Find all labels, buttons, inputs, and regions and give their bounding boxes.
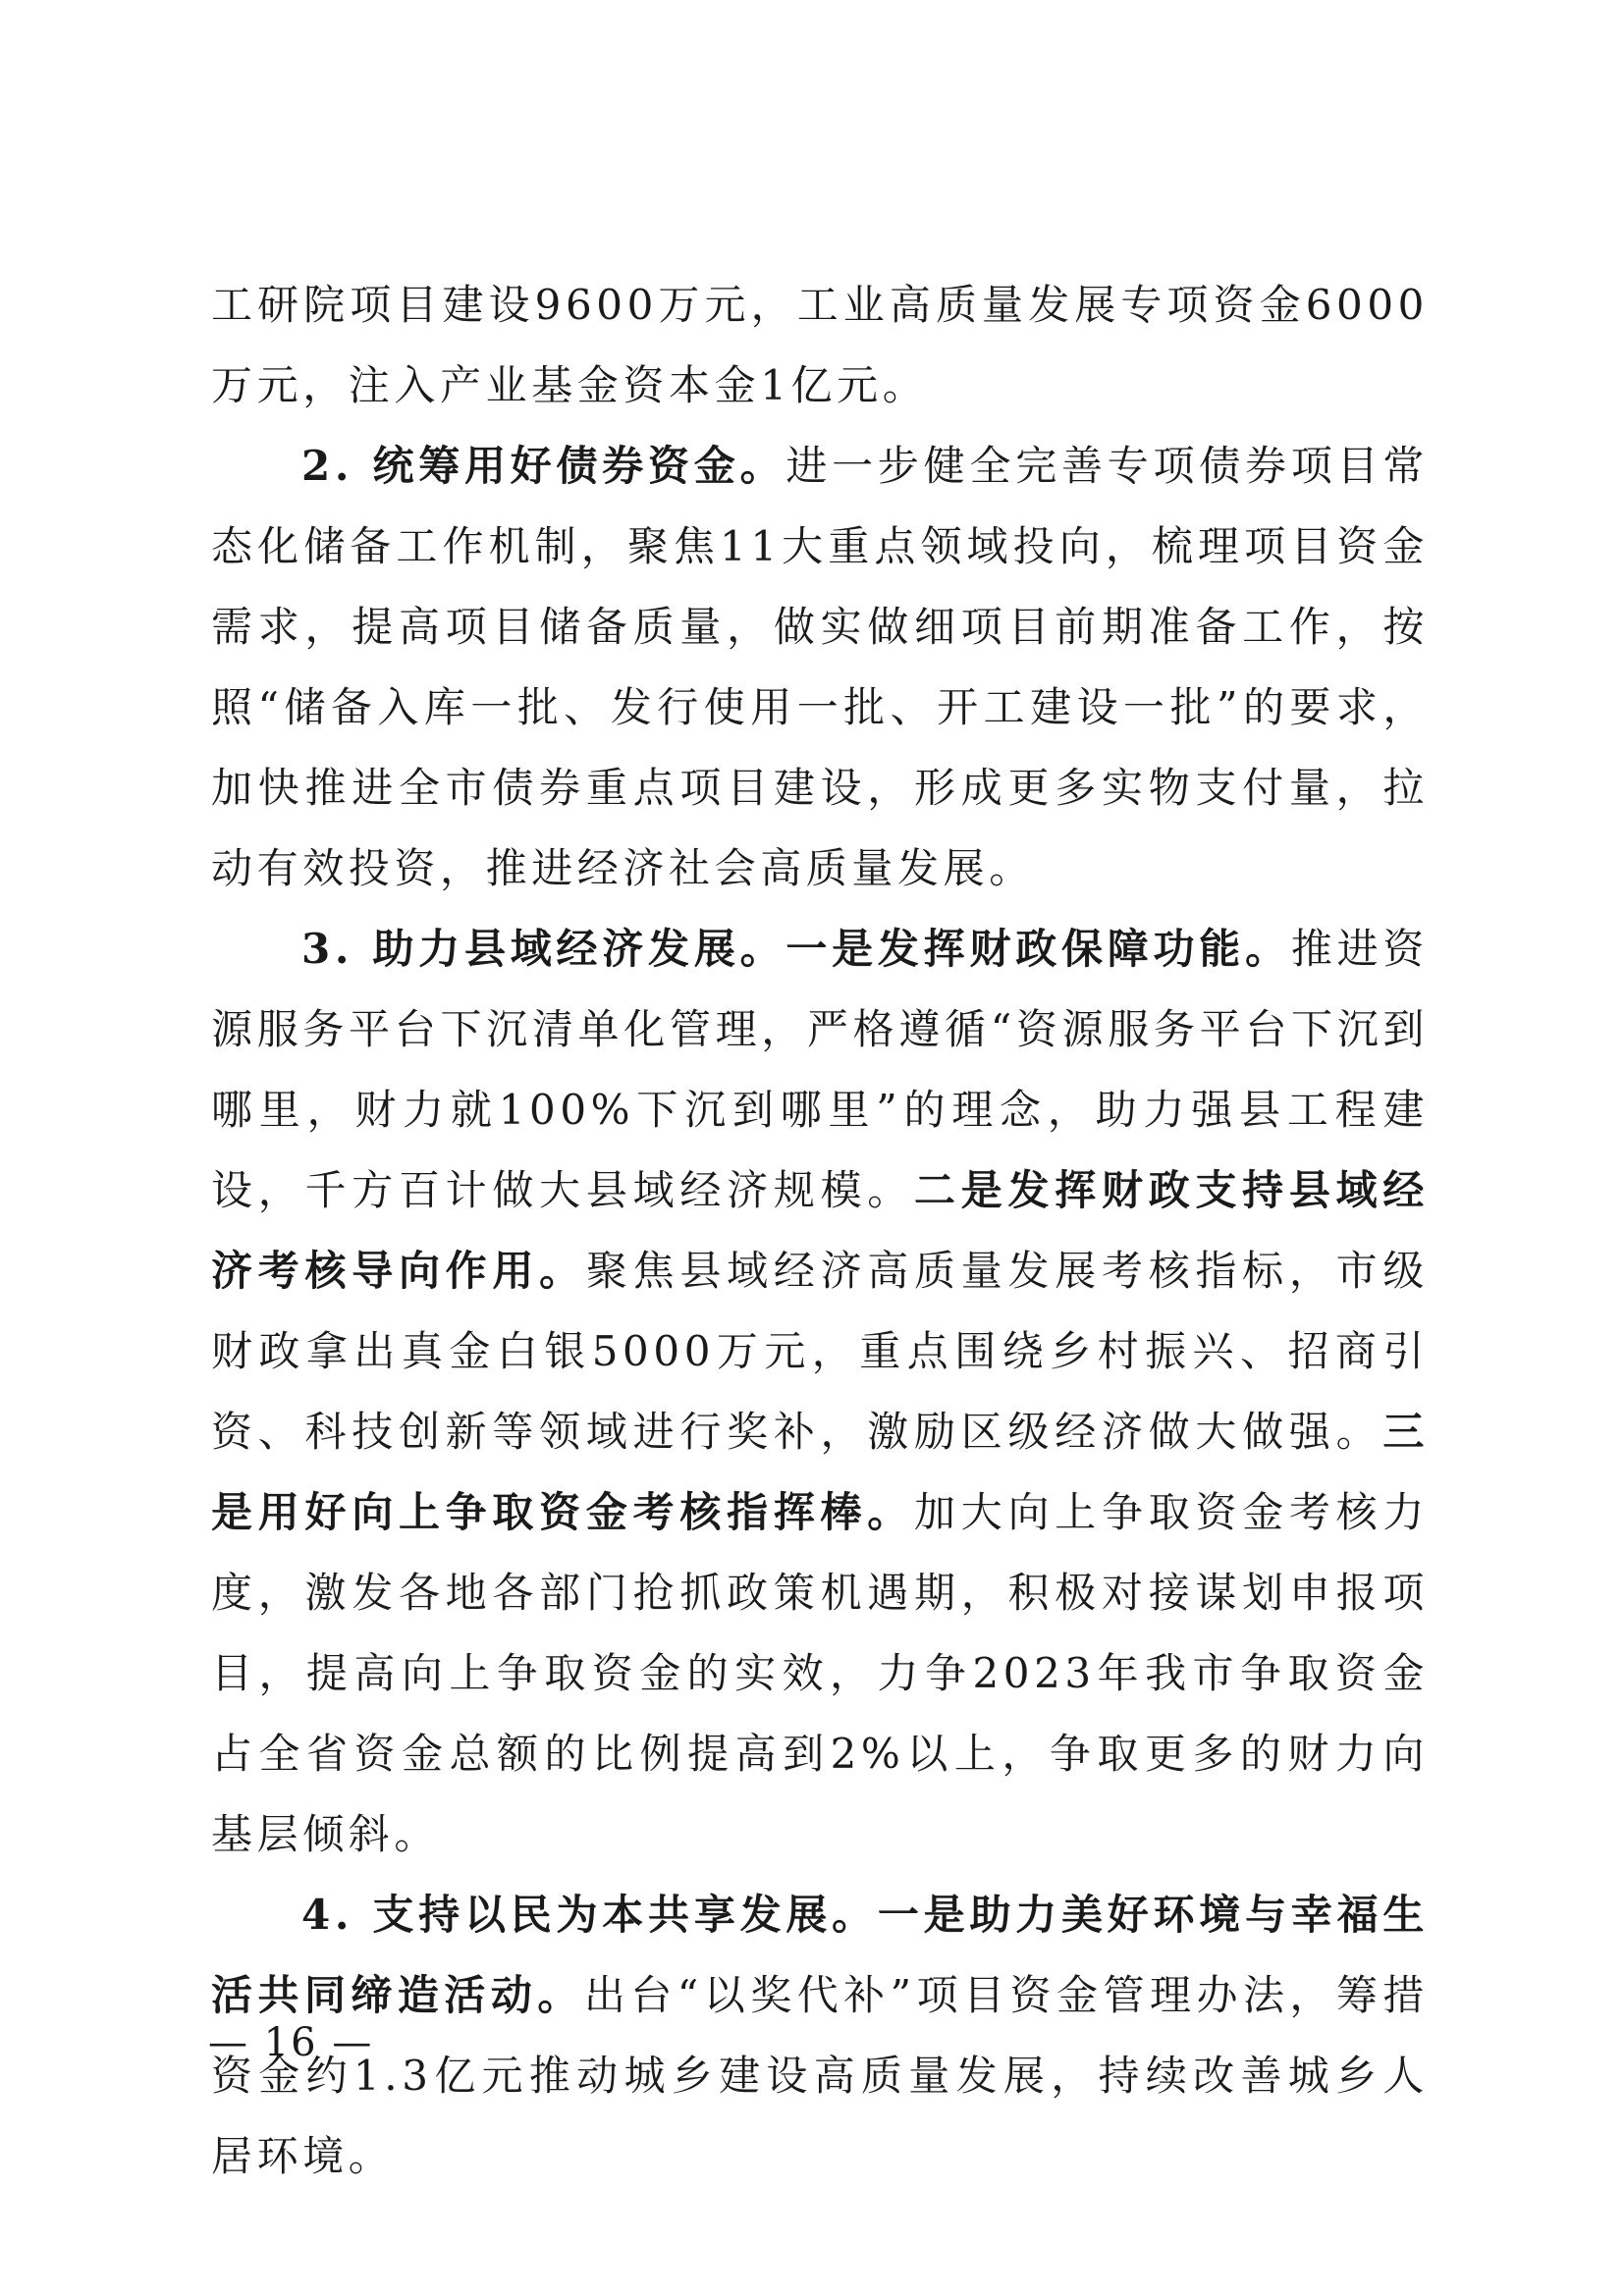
- heading-county-economy: 3. 助力县域经济发展。一是发挥财政保障功能。: [301, 925, 1291, 973]
- paragraph-2-text: 进一步健全完善专项债券项目常态化储备工作机制，聚焦11大重点领域投向，梳理项目资金需求，提高项目储备质量，做实做细项目前期准备工作，按照“储备入库一批、发行使用一批、开工建设一批”的要求，加快推进全市债券重点项目建设，形成更多实物支付量，拉动有效投资，推进经济社会高质量发展。: [211, 442, 1429, 892]
- paragraph-1-text: 工研院项目建设9600万元，工业高质量发展专项资金6000万元，注入产业基金资本金1亿元。: [211, 281, 1429, 409]
- paragraph-3-text-b: 聚焦县域经济高质量发展考核指标，市级财政拿出真金白银5000万元，重点围绕乡村振兴、招商引资、科技创新等领域进行奖补，激励区级经济做大做强。: [211, 1247, 1429, 1456]
- paragraph-4-text: 出台“以奖代补”项目资金管理办法，筹措资金约1.3亿元推动城乡建设高质量发展，持续改善城乡人居环境。: [211, 1971, 1429, 2180]
- subheading-funding-baton: 三是用好向上争取资金考核指挥棒。: [211, 1408, 1429, 1536]
- paragraph-3: [211, 909, 1429, 1875]
- subheading-assessment-guidance: 二是发挥财政支持县域经济考核导向作用。: [211, 1166, 1429, 1295]
- paragraph-3-text-a: 推进资源服务平台下沉清单化管理，严格遵循“资源服务平台下沉到哪里，财力就100%下沉到哪里”的理念，助力强县工程建设，千方百计做大县域经济规模。: [211, 925, 1429, 1214]
- paragraph-1: [211, 265, 1429, 426]
- paragraph-3-text-c: 加大向上争取资金考核力度，激发各地各部门抢抓政策机遇期，积极对接谋划申报项目，提高向上争取资金的实效，力争2023年我市争取资金占全省资金总额的比例提高到2%以上，争取更多的财力向基层倾斜。: [211, 1488, 1429, 1858]
- paragraph-4: [211, 1875, 1429, 2197]
- body-text: [211, 265, 1429, 2197]
- paragraph-2: [211, 426, 1429, 909]
- heading-bond-funds: 2. 统筹用好债券资金。: [301, 442, 786, 490]
- page-number: — 16 —: [208, 2020, 374, 2065]
- heading-shared-development: 4. 支持以民为本共享发展。一是助力美好环境与幸福生活共同缔造活动。: [211, 1891, 1429, 2019]
